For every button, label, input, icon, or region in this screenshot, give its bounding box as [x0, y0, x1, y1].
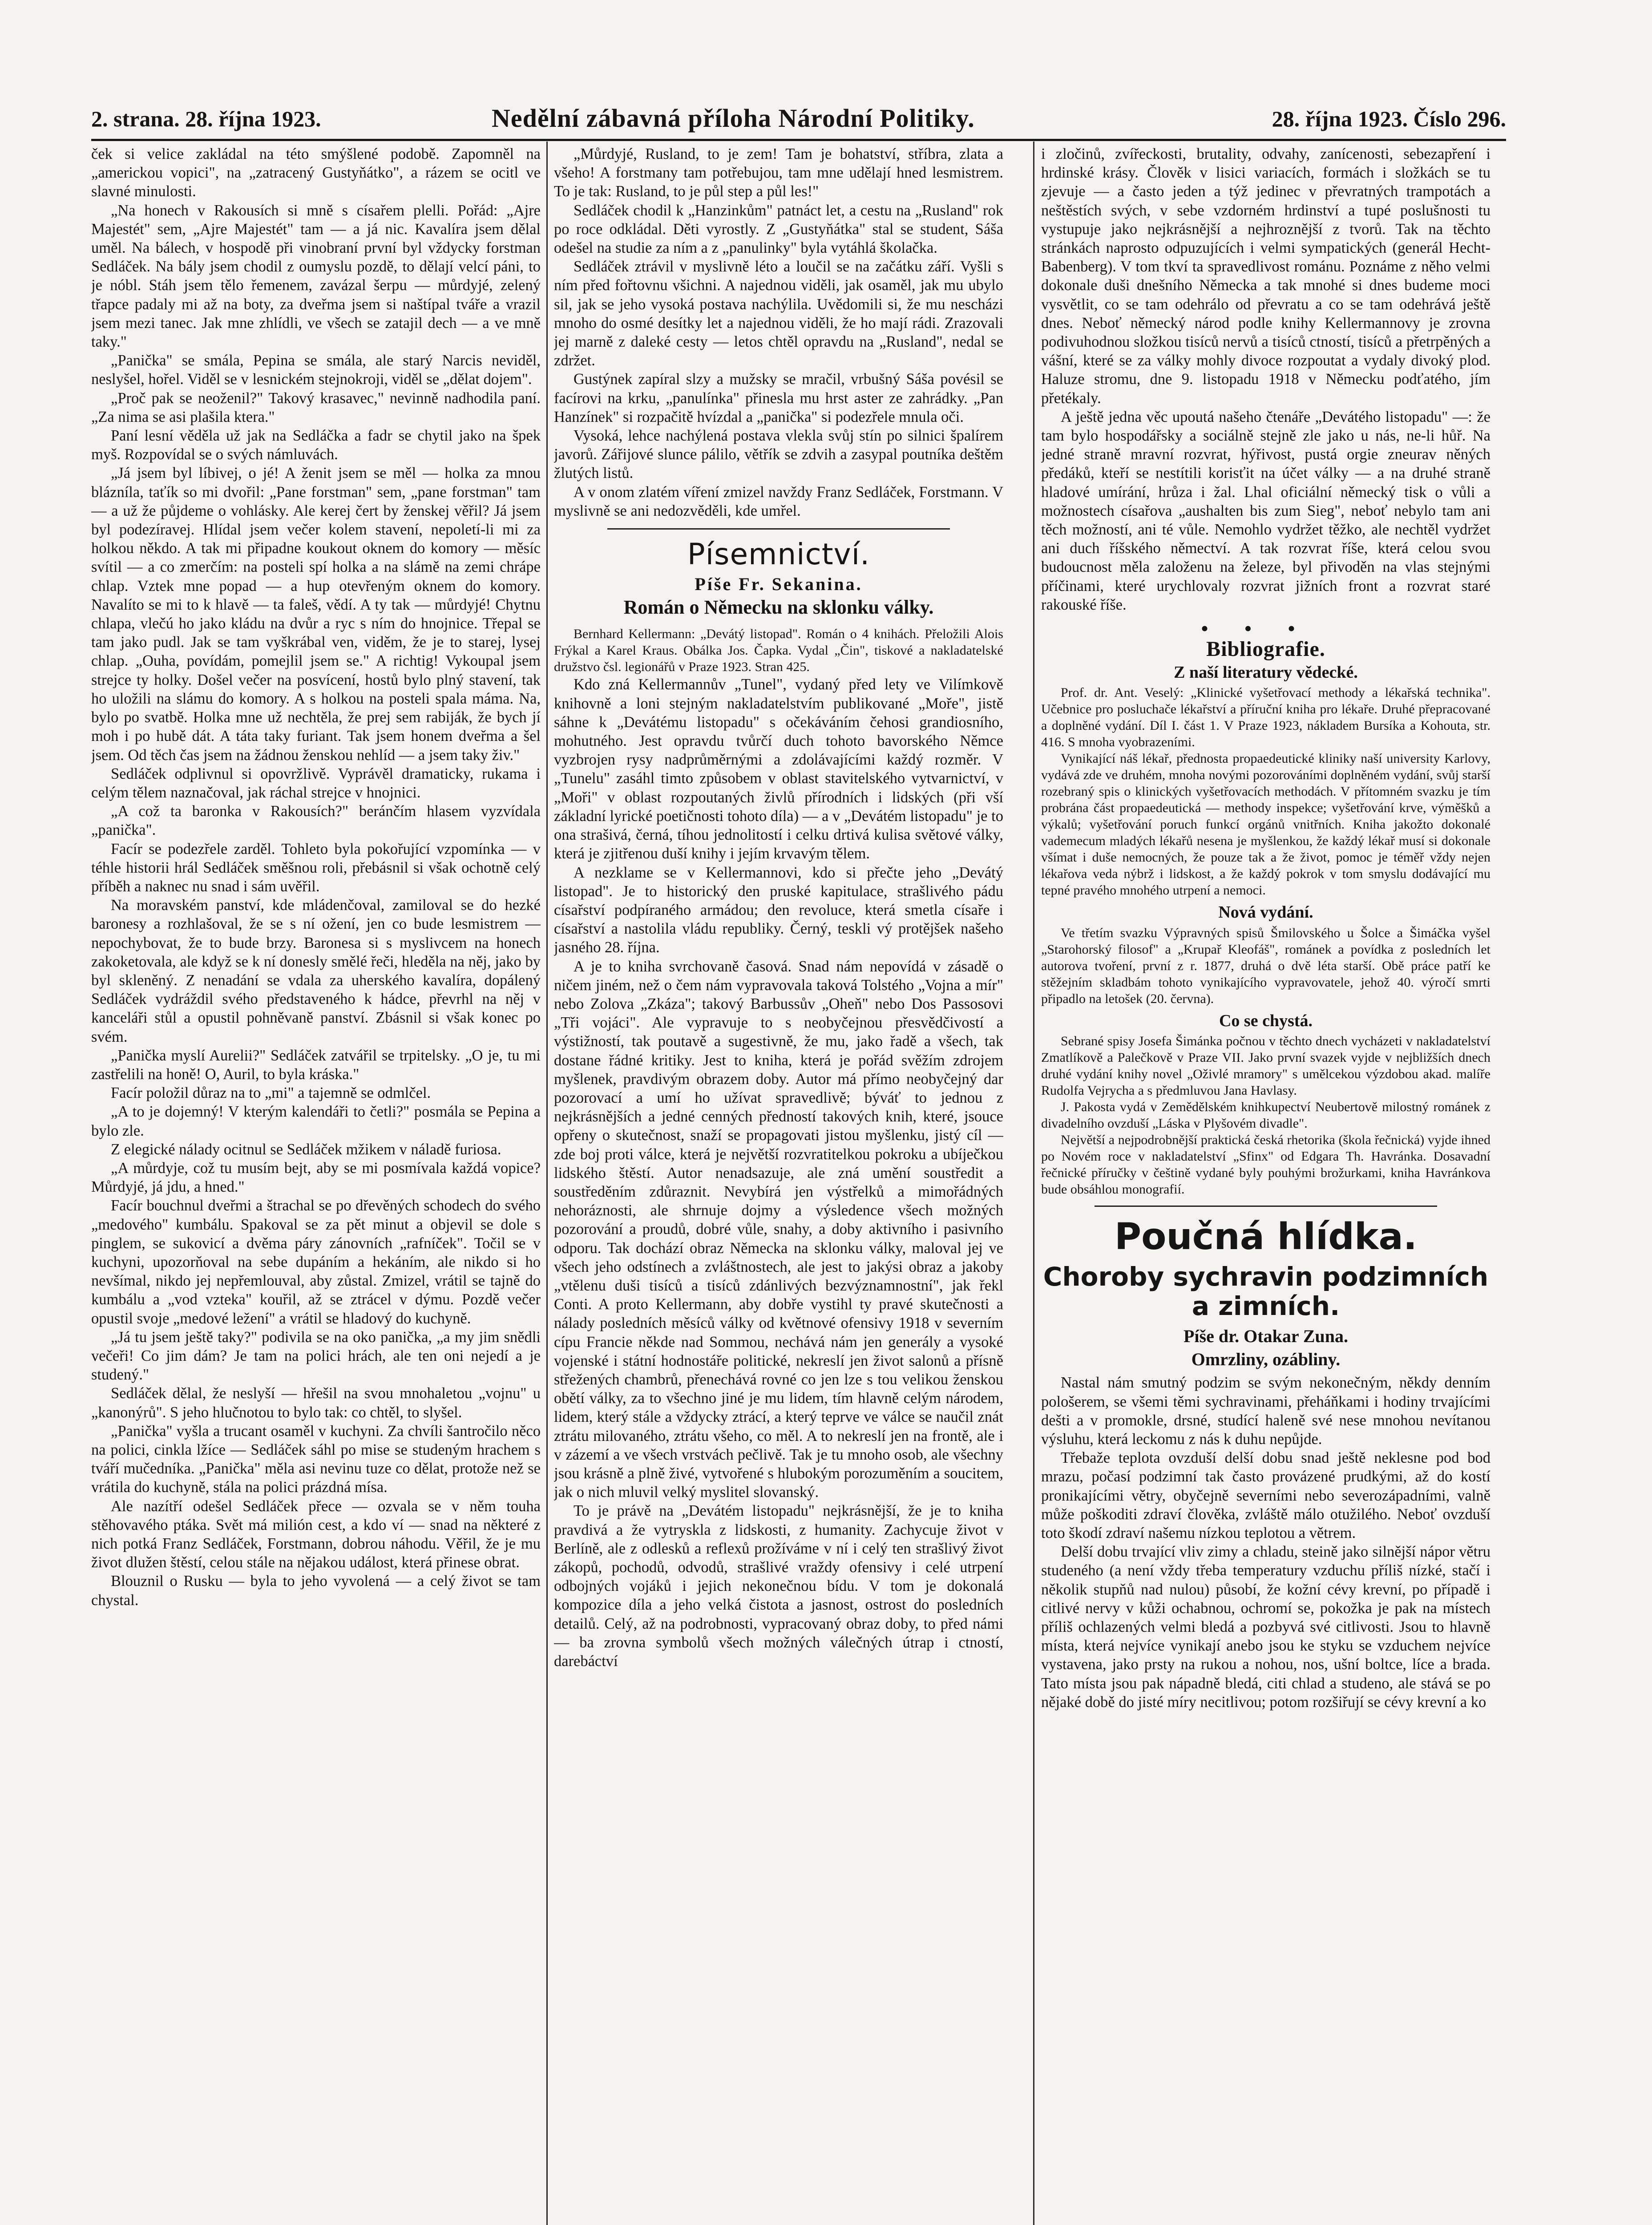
story-paragraph: Vysoká, lehce nachýlená postava vlekla svůj stín po silnici špalírem javorů. Zářijové slunce pálilo, větřík se zdvih a zasypal poutníka deštěm žlutých listů. — [554, 427, 1003, 482]
story-paragraph: Ale nazítří odešel Sedláček přece — ozvala se v něm touha stěhovavého ptáka. Svět má milión cest, a kdo ví — snad na některé z nich potká Franz Sedláček, Forstmann, dobrou náhodu. Věřil, že je mu život dlužen štěstí, celou stále na nějakou událost, která přinese obrat. — [91, 1497, 541, 1571]
bibliography-entry: J. Pakosta vydá v Zemědělském knihkupectví Neubertově milostný románek z divadelního ovzduší „Láska v Plyšovém divadle". — [1041, 1099, 1490, 1131]
story-paragraph: „A což ta baronka v Rakousích?" beránčím hlasem vyzvídala „panička". — [91, 803, 541, 839]
article-headline: Choroby sychravin podzimních a zimních. — [1043, 1261, 1489, 1321]
header-date-left: 2. strana. 28. října 1923. — [91, 106, 321, 131]
bibliography-title: Bibliografie. — [1206, 637, 1325, 661]
review-paragraph: To je právě na „Devátém listopadu" nejkrásnější, že je to kniha pravdivá a že vytryskla z lidskosti, z humanity. Zachycuje život v Berlíně, ale z odlesků a reflexů prožíváme v ní i celý ten strašlivý život zákopů, pochodů, odvodů, strašlivé vraždy ofensivy i celé utrpení odbojných vojáků i jejich nekonečnou bídu. V tom je dokonalá kompozice díla a jeho velká čistota a jasnost, ostrost do posledních detailů. Celý, až na podrobnosti, vypracovaný obraz doby, to před námi — ba zrovna symbolů všech možných válečných útrap i ctností, darebáctví — [554, 1502, 1003, 1670]
bibliography-entry: Vynikající náš lékař, přednosta propaedeutické kliniky naší university Karlovy, vydává zde ve druhém, mnoha novými pozorováními doplněném vydání, svůj starší rozebraný spis o klinických vyšetřovacích methodách. V přítomném svazku je tím probrána část propaedeutická — methody inspekce; vyšetřování krve, výměšků a výkalů; vyšetřování poruch funkcí orgánů vnitřních. Kniha jakožto dokonalé vademecum mladých lékařů nesena je myšlenkou, že každý lékař musí si dokonale všímat i duše nemocných, že pouze tak a že život, pomoc je téměř vždy nejen lékařova veda nýbrž i lidskost, a že každý pokrok v tom smyslu dodávající mu tepné pravého mnohého utrpení a nemoci. — [1041, 751, 1490, 898]
story-paragraph: „Proč pak se neoženil?" Takový krasavec," nevinně nadhodila paní. „Za nima se asi plašila ktera." — [91, 389, 541, 425]
story-paragraph: ček si velice zakládal na této smýšlené podobě. Zapomněl na „americkou vopici", na „zatracený Gustyňátko", a rázem se ocitl ve slavné minulosti. — [91, 146, 541, 200]
story-paragraph: „A můrdyje, což tu musím bejt, aby se mi posmívala každá vopice? Můrdyjé, já jdu, a hned." — [91, 1159, 541, 1196]
story-paragraph: Sedláček chodil k „Hanzinkům" patnáct let, a cestu na „Rusland" rok po roce odkládal. Děti vyrostly. Z „Gustyňátka" stal se student, Sáša odešel na studie za ním a z „panulinky" byla vytáhlá školačka. — [554, 202, 1003, 257]
story-paragraph: Na moravském panství, kde mládenčoval, zamiloval se do hezké baronesy a rozhlašoval, že se s ní ožení, jen co bude lesmistrem — nepochybovat, že to bude brzy. Baronesa si s myslivcem na honech zakoketovala, ale když se k ní donesly smělé řeči, hleděla na něj, jako by byl skleněný. Z nenadání se vdala za uherského kavalíra, dopálený Sedláček vydráždil svého představeného k hádce, převrhl na něj v kanceláři stůl a opustil pohněvaně panství. Zbásnil si však konec po svém. — [91, 897, 541, 1045]
story-paragraph: „Panička myslí Aurelii?" Sedláček zatvářil se trpitelsky. „O je, tu mi zastřelili na honě! O, Auril, to byla kráska." — [91, 1047, 541, 1083]
header-masthead: Nedělní zábavná příloha Národní Politiky. — [492, 104, 975, 133]
column-1 — [91, 145, 541, 2225]
bibliography-subhead: Nová vydání. — [1218, 903, 1313, 922]
column-3 — [1041, 145, 1490, 2225]
bibliography-subhead: Co se chystá. — [1219, 1011, 1313, 1030]
story-paragraph: Sedláček dělal, že neslyší — hřešil na svou mnohaletou „vojnu" u „kanonýrů". S jeho hlučnotou to bylo tak: co chtěl, to slyšel. — [91, 1385, 541, 1421]
article-paragraph: Nastal nám smutný podzim se svým nekonečným, někdy denním pološerem, se všemi těmi sychravinami, přeháňkami i hodiny trvajícími dešti a v promokle, drsné, studící haleně své nese mnohou nevítanou výsluhu, která leckomu z nás k duhu nepůjde. — [1041, 1374, 1490, 1448]
story-paragraph: „Panička" vyšla a trucant osaměl v kuchyni. Za chvíli šantročilo něco na polici, cinkla lžíce — Sedláček sáhl po mise se studeným hrachem s tváří mučedníka. „Panička" měla asi nevinu tuze co dělat, protože než se vrátila do kuchyně, stála na polici prázdná mísa. — [91, 1422, 541, 1496]
column-rule-2 — [1033, 142, 1034, 2225]
bibliography-entry: Prof. dr. Ant. Veselý: „Klinické vyšetřovací methody a lékařská technika". Učebnice pro posluchače lékařství a příruční kniha pro lékaře. Druhé přepracované a doplněné vydání. Díl I. část 1. V Praze 1923, nákladem Bursíka a Kohouta, str. 416. S mnoha vyobrazeními. — [1041, 685, 1490, 750]
story-paragraph: Facír bouchnul dveřmi a štrachal se po dřevěných schodech do svého „medového" kumbálu. Spakoval se za pět minut a objevil se dole s pinglem, se sukovicí a dvěma páry zánovních „rafníček". Točil se v kuchyni, upozorňoval na sebe dupáním a hekáním, ale nikdo si ho nevšímal, nikdo jej nepřemlouval, aby zůstal. Zmizel, vrátil se tajně do kumbálu a „vod vzteka" kouřil, až se ztrácel v dýmu. Pozdě večer opustil svoje „medové ležení" a vrátil se hladový do kuchyně. — [91, 1197, 541, 1327]
story-paragraph: Facír položil důraz na to „mi" a tajemně se odmlčel. — [111, 1084, 431, 1102]
section-title: Poučná hlídka. — [1115, 1215, 1417, 1258]
article-headline: Román o Německu na sklonku války. — [623, 596, 934, 619]
review-paragraph: A je to kniha svrchovaně časová. Snad nám nepovídá v zásadě o ničem jiném, než o čem nám vypravovala taková Tolstého „Vojna a mír" nebo Zolova „Zkáza"; takový Barbussův „Oheň" nebo Dos Passosovi „Tři vojáci". Ale vypravuje to s neobyčejnou přesvědčivostí a výstižností, tak poutavě a sugestivně, že mu, jako řadě a všech, tak dostane řádné kritiky. Jest to kniha, která je pořád svěžím zdrojem myšlenek, pravdivým obrazem doby. Autor má přímo neobyčejný dar pozorovací a umí ho užívat spravedlivě; býváť to jednou z nejkrásnějších a jedné cenných předností takových knih, které, jsouce opřeny o skutečnost, snaží se propagovati jistou myšlenku, jistý cíl — zde boj proti válce, která je největší rozvratitelkou pokroku a ubíječkou lidského štěstí. Autor nenadsazuje, ale zná umění soustředit a soustředěním zdůraznit. Nevybírá jen výstřelků a mimořádných nehoráznosti, ale shrnuje dojmy a výsledence všech možných pozorování a proudů, dobré vůle, snahy, a doby aktivního i pasivního odporu. Tak dochází obraz Německa na sklonku války, maloval jej ve všech jeho odstínech a zvláštnostech, ale jest to jakýsi obraz a jakoby „vtělenu duši tisíců a tisíců zdánlivých bezvýznamnostní", jak řekl Conti. A proto Kellermann, aby dobře vystihl ty pravé skutečnosti a nálady posledních měsíců války od květnové ofensivy 1918 v severním cípu Francie někde nad Sommou, nechává nám jen generály a vysoké vojenské i státní hodnostáře politické, nekreslí jen život salonů a přísně střežených chambrů, přenechává rovné co jen lze s tou velikou ženskou obětí války, za to všechno jiné je mu lidem, tím hlavně celým národem, lidem, který stále a vždycky ztrácí, a který teprve ve válce se naučil znát ztrátu milovaného, ztrátu všeho, co měl. A to nekreslí jen na frontě, ale i v zázemí a ve všech vrstvách pečlivě. Tak je tu mnoho osob, ale všechny jsou krásně a plně živé, vytvořené s hlubokým porozuměním a soucitem, jak o nich mluvil velký myslitel slovanský. — [554, 958, 1003, 1501]
bibliography-subhead: Z naší literatury vědecké. — [1174, 663, 1358, 682]
book-note: Bernhard Kellermann: „Devátý listopad". Román o 4 knihách. Přeložili Alois Frýkal a Karel Kraus. Obálka Jos. Čapka. Vydal „Čin", tiskové a nakladatelské družstvo čsl. legionářů v Praze 1923. Stran 425. — [554, 627, 1003, 675]
section-divider — [607, 528, 950, 530]
review-paragraph: i zločinů, zvířeckosti, brutality, odvahy, zanícenosti, sebezapření i hrdinské krásy. Člověk v lisici variacích, formách i složkách se tu zjevuje — a často jeden a týž jedinec v převratných trampotách a neštěstích svých, v sebe vzdorném hrdinství a tupé poslušnosti tu vystupuje jako nejkrásnější a nejhroznější z tvorů. Tak na těchto stránkách naprosto odpuzujících i velmi sympatických (generál Hecht-Babenberg). V tom tkví ta spravedlivost románu. Poznáme z něho velmi dokonale duši dnešního Německa a tak mnohé si dnes budeme moci vysvětlit, co se tam odehrálo od převratu a co se tam odehrává ještě dnes. Neboť německý národ podle knihy Kellermannovy je zrovna podivuhodnou složkou tisíců nervů a tisíců ctností, tisíců a přetrpěných a vášní, které se za války mohly divoce rozpoutat a vydaly divoký plod. Haluze stromu, dne 9. listopadu 1918 v Německu podťatého, jím přetékaly. — [1041, 146, 1490, 407]
section-author: Píše Fr. Sekanina. — [695, 574, 863, 595]
story-paragraph: A v onom zlatém víření zmizel navždy Franz Sedláček, Forstmann. V myslivně se ani nedozvěděli, kde umřel. — [554, 483, 1003, 519]
article-paragraph: Delší dobu trvající vliv zimy a chladu, steině jako silnější nápor větru studeného (a není vždy třeba temperatury vzduchu příliš nízké, stačí i několik stupňů nad nulou) působí, že kožní cévy krevní, po případě i citlivé nervy v kůži ochabnou, ochromí se, pokožka je pak na místech příliš ochlazených velmi bledá a pozbyvá své citlivosti. Jsou to hlavně místa, která nejvíce vynikají anebo jsou ke styku se vzduchem nejvíce vystavena, jako prsty na rukou a nohou, nos, ušní boltce, líce a brada. Tato místa jsou pak nápadně bledá, citi chlad a studeno, ale stává se po nějaké době do jisté míry necitlivou; potom rozšiřují se cévy krevní a ko — [1041, 1543, 1490, 1711]
story-paragraph: Gustýnek zapíral slzy a mužsky se mračil, vrbušný Sáša povésil se facírovi na krku, „panulínka" přinesla mu hrst aster ze zahrádky. „Pan Hanzínek" si rozpačitě hvízdal a „panička" si podezřele mnula oči. — [554, 371, 1003, 425]
column-2 — [554, 145, 1003, 2225]
bibliography-entry: Ve třetím svazku Výpravných spisů Šmilovského u Šolce a Šimáčka vyšel „Starohorský filosof" a „Krupař Kleofáš", románek a povídka z posledních let autorova tvoření, první z r. 1877, druhá o dvě léta starší. Obě práce patří ke stěžejním skladbám tohoto vynikajícího vypravovatele, jehož 40. výročí smrti připadlo na letošek (20. června). — [1041, 925, 1490, 1006]
story-paragraph: „Já tu jsem ještě taky?" podivila se na oko panička, „a my jim snědli večeři! Co jim dám? Je tam na polici hrách, ale ten oni nejedí a je studený." — [91, 1328, 541, 1384]
story-paragraph: Blouznil o Rusku — byla to jeho vyvolená — a celý život se tam chystal. — [91, 1573, 541, 1609]
story-paragraph: Sedláček ztrávil v myslivně léto a loučil se na začátku září. Vyšli s ním před fořtovnu všichni. A najednou viděli, jak osaměl, jak mu ubylo sil, jak se jeho vysoká postava nachýlila. Uvědomili si, že mu nescházi mnoho do osmé desítky let a najednou viděli, že ho mají rádi. Zrazovali jej marně z daleké cesty — letos chtěl opravdu na „Rusland", nedal se zdržet. — [554, 258, 1003, 369]
story-paragraph: Sedláček odplivnul si opovržlivě. Vyprávěl dramaticky, rukama i celým tělem naznačoval, jak ráchal strejce v hnojnici. — [91, 765, 541, 801]
review-paragraph: A ještě jedna věc upoutá našeho čtenáře „Devátého listopadu" —: že tam bylo hospodářsky a sociálně stejně zle jako u nás, ne-li hůř. Na jedné straně mravní rozvrat, hýřivost, pustá orgie zneurav něných předáků, kteří se nestítili korisťit na účet války — a na druhé straně hladové umírání, hrůza i žal. Lhal oficiální německý tisk o vůli a možnostech císařova „aushalten bis zum Sieg", neboť nebylo tam ani těch možností, ani té vůle. Nemohlo vydržet těžko, ale nechtěl vydržet ani duch říšského němectví. A tak rozvrat říše, která celou svou budoucnost měla založenu na železe, byl přivoděn na vlas stejnými příčinami, které urychlovaly rozvrat jižních front a rozvrat staré rakouské říše. — [1041, 408, 1490, 613]
story-paragraph: Paní lesní věděla už jak na Sedláčka a fadr se chytil jako na špek myš. Rozpovídal se o svých námluvách. — [91, 427, 541, 463]
bibliography-entry: Sebrané spisy Josefa Šimánka počnou v těchto dnech vycházeti v nakladatelství Zmatlíkově a Palečkově v Praze VII. Jako první svazek vyjde v nejbližších dnech druhé vydání knihy novel „Oživlé mramory" s umělcekou výzdobou akad. malíře Rudolfa Vejrycha a s předmluvou Jana Havlasy. — [1041, 1033, 1490, 1098]
story-paragraph: „Můrdyjé, Rusland, to je zem! Tam je bohatství, stříbra, zlata a všeho! A forstmany tam potřebujou, tam mne udělají hned lesmistrem. To je tak: Rusland, to je půl step a půl les!" — [554, 146, 1003, 200]
page-header — [91, 103, 1506, 141]
section-divider — [1095, 1206, 1437, 1207]
story-paragraph: „Panička" se smála, Pepina se smála, ale starý Narcis neviděl, neslyšel, hořel. Viděl se v lesnickém stejnokroji, viděl se „dělat dojem". — [91, 352, 541, 388]
story-paragraph: „A to je dojemný! V kterým kalendáři to četli?" posmála se Pepina a bylo zle. — [91, 1103, 541, 1139]
story-paragraph: Z elegické nálady ocitnul se Sedláček mžikem v náladě furiosa. — [111, 1141, 501, 1158]
section-title: Písemnictví. — [687, 537, 870, 572]
review-paragraph: A nezklame se v Kellermannovi, kdo si přečte jeho „Devátý listopad". Je to historický den pruské kapitulace, strašlivého pádu císařství podpíraného armádou; den revoluce, která smetla císaře i císařství a nastolila vládu republiky. Černý, teskli vý protějšek našeho jasného 28. října. — [554, 864, 1003, 956]
header-date-right: 28. října 1923. Číslo 296. — [1272, 106, 1506, 131]
article-subhead: Omrzliny, ozábliny. — [1191, 1349, 1341, 1370]
review-paragraph: Kdo zná Kellermannův „Tunel", vydaný před lety ve Vilímkově knihovně a loni stejným nakladatelstvím publikované „Moře", jistě sáhne k „Devátému listopadu" s očekáváním čehosi grandiosního, mohutného. Jest opravdu tvůrčí duch tohoto bavorského Němce vyzbrojen rysy nadprůměrnými a zdolávajícími každý rozměr. V „Tunelu" zasáhl timto způsobem v oblast stavitelského vytvarnictví, v „Moři" v oblast rozpoutaných živlů přírodních i lidských (při vší základní lyrické poetičnosti tohoto díla) — a v „Devátém listopadu" je to ona strašivá, černá, tíhou jednolitostí i celku drtivá kulisa světové války, která je zjitřenou duší knihy i jejím krvavým tělem. — [554, 676, 1003, 862]
story-paragraph: Facír se podezřele zarděl. Tohleto byla pokořující vzpomínka — v téhle historii hrál Sedláček směšnou roli, přebásnil si však ochotně celý příběh a naknec nu snad i sám uvěřil. — [91, 840, 541, 895]
column-rule-1 — [546, 142, 548, 2225]
bibliography-entry: Největší a nejpodrobnější praktická česká rhetorika (škola řečnická) vyjde ihned po Novém roce v nakladatelství „Sfinx" od Edgara Th. Havránka. Dosavadní řečnické příručky v češtině vydané byly pouhými brožurkami, kniha Havránkova bude obsáhlou monografií. — [1041, 1132, 1490, 1197]
article-author: Píše dr. Otakar Zuna. — [1183, 1326, 1349, 1346]
story-paragraph: „Na honech v Rakousích si mně s císařem plelli. Pořád: „Ajre Majestét" sem, „Ajre Majestét" tam — a já nic. Kavalíra jsem dělal uměl. Na bálech, v hospodě při vinobraní první byl vždycky forstman Sedláček. Na bály jsem chodil z oumyslu pozdě, to dělají velcí páni, to je nóbl. Stáh jsem tělo řemenem, zavázal šerpu — můrdyjé, zelený třapce padaly mi až na boty, za dveřma jsem si naštípal tváře a vrazil jsem mezi tanec. Jak mne zhlídli, ve všech se zatajil dech — a ve mně taky." — [91, 202, 541, 351]
story-paragraph: „Já jsem byl líbivej, o jé! A ženit jsem se měl — holka za mnou blázníla, taťík so mi dvořil: „Pane forstman" sem, „pane forstman" tam — a už že půjdeme o vohlásky. Ale kerej čert by ženskej věřil? Já jsem byl podezíravej. Hlídal jsem večer kolem stavení, nepoletí-li mi za holkou někdo. A tak mi připadne koukout oknem do komory — měsíc svítil — a co zmerčím: na posteli spí holka a na slámě na zemi chrápe chlap. Vztek mne popad — a hup otevřeným oknem do komory. Navalíto se mi to k hlavě — ta faleš, vědí. A ty tak — můrdyjé! Chytnu chlapa, vlečú ho jako kládu na dvůr a ryc s ním do hnojnice. Třepal se tam jako pudl. Jak se tam vyškrábal ven, viděm, že je to starej, lysej chlap. „Ouha, povídám, pomejlil jsem se." A richtig! Vykoupal jsem strejce ty holky. Došel večer na posvícení, hostů bylo plný stavení, tak ho uložili na slámu do komory. A s holkou na posteli spala máma. Na, bylo po svatbě. Holka mne už nechtěla, že prej sem rabiják, že bych jí moh i po hubě dát. A táta taky furiant. Tak jsem honem dveřma a šel jsem. Od těch čas jsem na žádnou ženskou nehlíd — a jsem taky živ." — [91, 465, 541, 764]
article-paragraph: Třebaže teplota ovzduší delší dobu snad ještě neklesne pod bod mrazu, počasí podzimní tak často provázené prudkými, až do kostí pronikajícími větry, obyčejně severními nebo severozápadními, valně může poškoditi zdraví člověka, zvláště málo otužilého. Neboť ovzduší toto škodí zdraví našemu nízkou teplotou a větrem. — [1041, 1449, 1490, 1541]
ornament-dots: ••• — [1200, 616, 1331, 641]
